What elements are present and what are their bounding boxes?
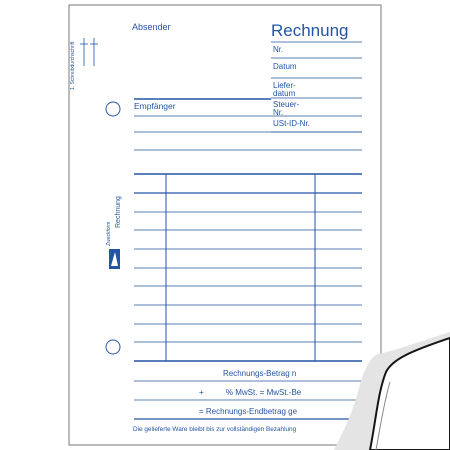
vat-row: + % MwSt. = MwSt.-Be [199, 388, 302, 397]
side-title: Rechnung [115, 196, 122, 228]
invoice-title: Rechnung [271, 21, 349, 40]
field-delivery-date-label: Liefer- datum [273, 81, 296, 98]
field-vat-id-label: USt-ID-Nr. [273, 119, 310, 128]
field-tax-no-label: Steuer- Nr. [273, 100, 300, 117]
recipient-label: Empfänger [134, 101, 176, 111]
final-amount-label: = Rechnungs-Endbetrag ge [199, 407, 298, 416]
invoice-amount-label: Rechnungs-Betrag n [223, 369, 297, 378]
footer-note: Die gelieferte Ware bleibt bis zur vollständigen Bezahlung [133, 426, 297, 433]
brand-name: Zweckform [106, 221, 112, 246]
sender-label: Absender [132, 22, 171, 32]
field-date-label: Datum [273, 62, 297, 71]
copy-note: 1. Schreibdurchschrift [70, 41, 76, 90]
field-number-label: Nr. [273, 45, 284, 54]
